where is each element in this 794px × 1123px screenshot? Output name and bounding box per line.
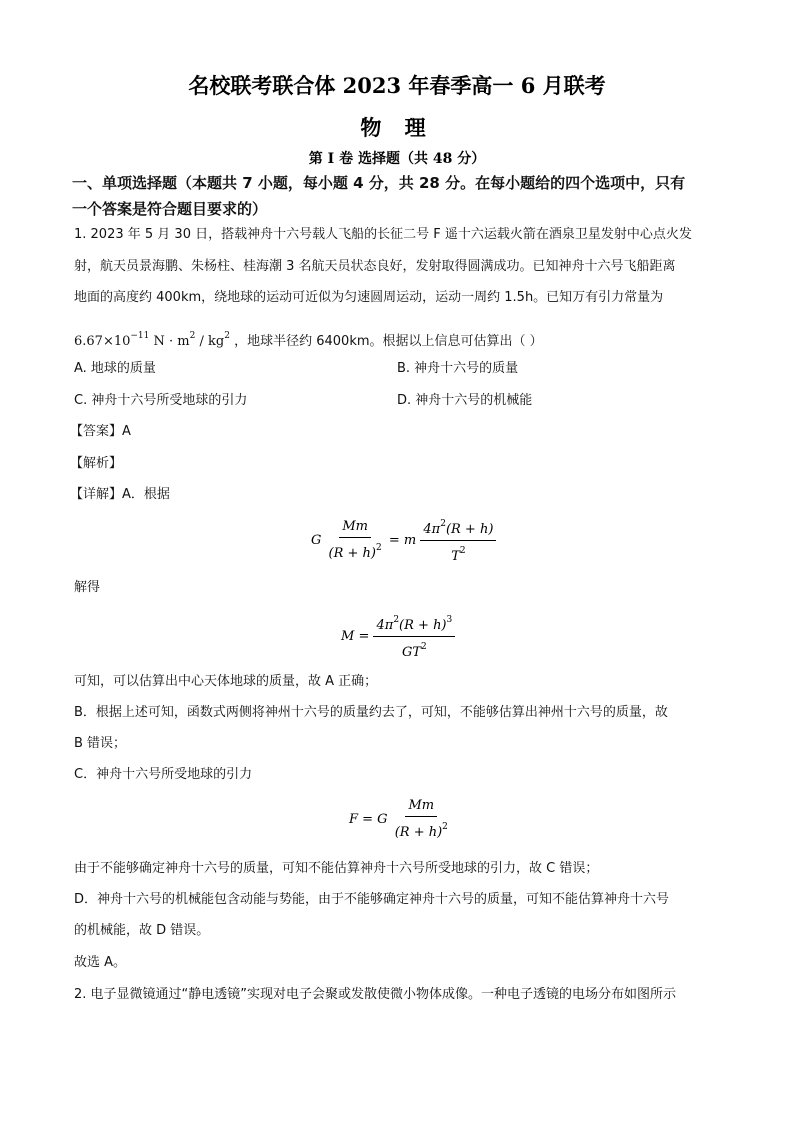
exam-title: 名校联考联合体 2023 年春季高一 6 月联考	[188, 73, 606, 98]
solve-text: 解得	[74, 580, 101, 595]
c-line2: 由于不能够确定神舟十六号的质量，可知不能估算神舟十六号所受地球的引力，故 C 错误；	[74, 861, 599, 876]
q1-line2: 射，航天员景海鹏、朱杨柱、桂海潮 3 名航天员状态良好，发射取得圆满成功。已知神舟十六号飞船距离	[74, 259, 676, 274]
b-line1: B．根据上述可知，函数式两侧将神州十六号的质量约去了，可知，不能够估算出神州十六号的质量，故	[74, 705, 668, 720]
equation-force: F = G $\frac{Mm}{(R + h)^2}$	[349, 798, 448, 840]
q1-line4: $6.67\times 10^{-11}$ $N \cdot m^2 / kg^2$ ，地球半径约 6400km。根据以上信息可估算出（ ）	[74, 331, 543, 349]
d-line2: 的机械能，故 D 错误。	[74, 923, 210, 938]
final-answer: 故选 A。	[74, 955, 127, 970]
option-c: C. 神舟十六号所受地球的引力	[74, 393, 248, 408]
subject-title: 物 理	[360, 115, 434, 140]
c-line1: C．神舟十六号所受地球的引力	[74, 767, 253, 782]
option-d: D. 神舟十六号的机械能	[397, 393, 533, 408]
answer-line	[70, 422, 131, 442]
q1-line3: 地面的高度约 400km，绕地球的运动可近似为匀速圆周运动，运动一周约 1.5h。已知万有引力常量为	[74, 290, 664, 305]
d-line1: D．神舟十六号的机械能包含动能与势能，由于不能够确定神舟十六号的质量，可知不能估算神舟十六号	[74, 892, 670, 907]
section-heading-line1: 一、单项选择题（本题共 7 小题，每小题 4 分，共 28 分。在每小题给的四个选项中，只有	[72, 174, 686, 192]
q1-line1: 1. 2023 年 5 月 30 日，搭载神舟十六号载人飞船的长征二号 F 遥十六运载火箭在酒泉卫星发射中心点火发	[74, 227, 692, 242]
analysis-tag: 【解析】	[70, 456, 123, 471]
conclusion-a: 可知，可以估算出中心天体地球的质量，故 A 正确；	[74, 674, 378, 689]
section-heading	[74, 170, 724, 222]
gravitational-constant: $6.67\times 10^{-11}$ $N \cdot m^2 / kg^2$	[74, 331, 230, 349]
volume-title: 第 I 卷 选择题（共 48 分）	[308, 151, 486, 167]
equation-mass: M = $\frac{4\pi^2(R + h)^3}{GT^2}$	[341, 612, 455, 661]
answer-value: A	[122, 424, 131, 439]
q2-line1: 2. 电子显微镜通过“静电透镜”实现对电子会聚或发散使微小物体成像。一种电子透镜的电场分布如图所示	[74, 987, 677, 1002]
b-line2: B 错误；	[74, 736, 127, 751]
option-a: A. 地球的质量	[74, 361, 156, 376]
answer-tag: 【答案】	[70, 424, 123, 439]
equation-orbit: G $\frac{Mm}{(R + h)^2}$ = m $\frac{4\pi^2(R + h)}{T^2}$	[311, 516, 496, 565]
option-b: B. 神舟十六号的质量	[397, 361, 519, 376]
section-heading-line2: 一个答案是符合题目要求的）	[72, 200, 268, 218]
detail-tag: 【详解】	[70, 487, 123, 502]
detail-line: 【详解】A．根据	[70, 487, 170, 502]
